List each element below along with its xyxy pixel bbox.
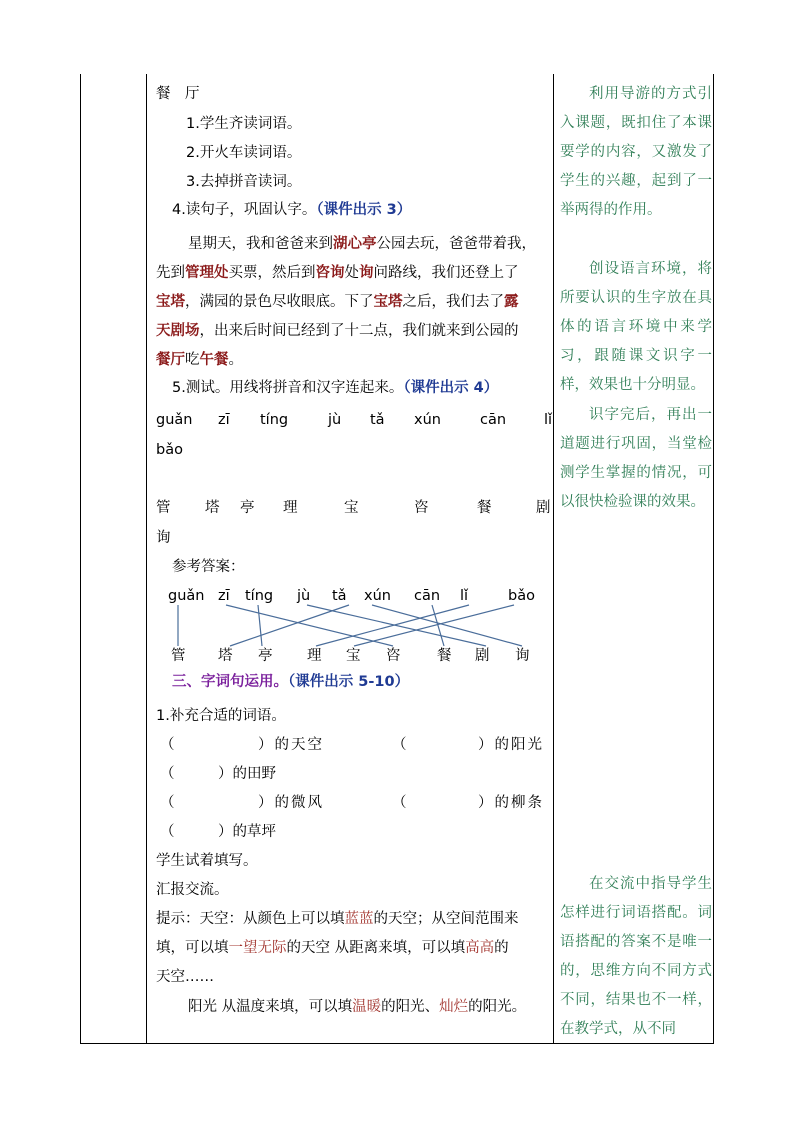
test-hanzi-li: 理 [283,500,298,516]
passage-line-4: 天剧场，出来后时间已经到了十二点，我们就来到公园的 [156,323,519,339]
test-hanzi-zi: 咨 [414,500,429,516]
test-pinyin-can: cān [480,412,507,428]
answer-hanzi-bao: 宝 [346,648,361,664]
students-try: 学生试着填写。 [156,853,258,869]
answer-line-zi [226,605,393,646]
blank-open-4: （ [160,795,175,811]
answer-line-ta [230,605,349,646]
blank-open-5: （ [392,795,407,811]
answer-hanzi-ting: 亭 [258,648,273,664]
tip-line-3: 天空…… [156,969,214,985]
step-5: 5.测试。用线将拼音和汉字连起来。（课件出示 4） [172,380,499,396]
report-exchange: 汇报交流。 [156,882,229,898]
tip-line-1: 提示：天空：从颜色上可以填蓝蓝的天空；从空间范围来 [156,911,519,927]
answer-pinyin-xun: xún [364,588,391,604]
question-1: 1.补充合适的词语。 [156,708,286,724]
test-hanzi-guan: 管 [156,500,171,516]
sunshine-line: 阳光 从温度来填，可以填温暖的阳光、灿烂的阳光。 [188,999,527,1015]
answer-pinyin-ting: tíng [245,588,274,604]
answer-pinyin-zi: zī [218,588,230,604]
answer-hanzi-xun: 询 [515,648,530,664]
phrase-lawn: ）的草坪 [218,824,276,840]
phrase-breeze: ）的微风 [258,795,324,811]
blank-open-1: （ [160,737,175,753]
blank-open-6: （ [160,824,175,840]
courseware-5-10: （课件出示 5-10） [288,674,410,690]
test-pinyin-ju: jù [328,412,342,428]
side-note-3: 识字完后，再出一道题进行巩固，当堂检测学生掌握的情况，可以很快检验课的效果。 [560,407,712,510]
test-hanzi-xun: 询 [156,530,171,546]
test-pinyin-xun: xún [414,412,441,428]
word-canting: 餐 厅 [156,86,200,102]
answer-pinyin-guan: guǎn [168,588,205,604]
step-4-text: 4.读句子，巩固认字。 [172,202,317,218]
answer-pinyin-ju: jù [297,588,311,604]
answer-pinyin-bao: bǎo [508,588,535,604]
answer-pinyin-can: cān [414,588,441,604]
answer-hanzi-ju: 剧 [475,648,490,664]
answer-hanzi-guan: 管 [171,648,186,664]
passage-line-3: 宝塔，满园的景色尽收眼底。下了宝塔之后，我们去了露 [156,294,519,310]
test-hanzi-bao: 宝 [344,500,359,516]
answer-hanzi-li: 理 [307,648,322,664]
courseware-3: （课件出示 3） [316,202,412,218]
blank-open-3: （ [160,766,175,782]
section-3-heading: 三、字词句运用。（课件出示 5-10） [172,674,410,690]
blank-open-2: （ [392,737,407,753]
step-1: 1.学生齐读词语。 [186,116,302,132]
test-hanzi-ting: 亭 [240,500,255,516]
passage-line-5: 餐厅吃午餐。 [156,352,243,368]
side-note-1: 利用导游的方式引入课题，既扣住了本课要学的内容，又激发了学生的兴趣，起到了一举两得的作用。 [560,86,712,218]
phrase-field: ）的田野 [218,766,276,782]
answer-line-ting [258,605,262,646]
test-pinyin-ting: tíng [260,412,289,428]
side-note-4: 在交流中指导学生怎样进行词语搭配。词语搭配的答案不是唯一的，思维方向不同方式不同，结果也不一样，在教学式，从不同 [560,876,712,1037]
phrase-sky: ）的天空 [258,737,324,753]
test-pinyin-ta: tǎ [370,412,385,428]
answer-pinyin-li: lǐ [460,588,469,604]
step-2: 2.开火车读词语。 [186,145,302,161]
passage-line-1: 星期天，我和爸爸来到湖心亭公园去玩，爸爸带着我， [188,236,536,252]
test-pinyin-zi: zī [218,412,230,428]
courseware-4: （课件出示 4） [403,380,499,396]
reference-answer-label: 参考答案： [172,559,245,575]
tip-line-2: 填，可以填一望无际的天空 从距离来填，可以填高高的 [156,940,509,956]
test-pinyin-bao: bǎo [156,442,183,458]
test-pinyin-li: lǐ [544,412,553,428]
passage-line-2: 先到管理处买票，然后到咨询处询问路线，我们还登上了 [156,265,519,281]
answer-hanzi-can: 餐 [437,648,452,664]
side-note-2: 创设语言环境，将所要认识的生字放在具体的语言环境中来学习，跟随课文识字一样，效果也十分明显。 [560,261,712,393]
answer-pinyin-ta: tǎ [332,588,347,604]
phrase-sunshine: ）的阳光 [478,737,544,753]
test-pinyin-guan: guǎn [156,412,193,428]
answer-hanzi-ta: 塔 [218,648,233,664]
test-hanzi-ju: 剧 [536,500,551,516]
answer-hanzi-zi: 咨 [386,648,401,664]
test-hanzi-can: 餐 [477,500,492,516]
step-3: 3.去掉拼音读词。 [186,174,302,190]
phrase-willow: ）的柳条 [478,795,544,811]
test-hanzi-ta: 塔 [205,500,220,516]
